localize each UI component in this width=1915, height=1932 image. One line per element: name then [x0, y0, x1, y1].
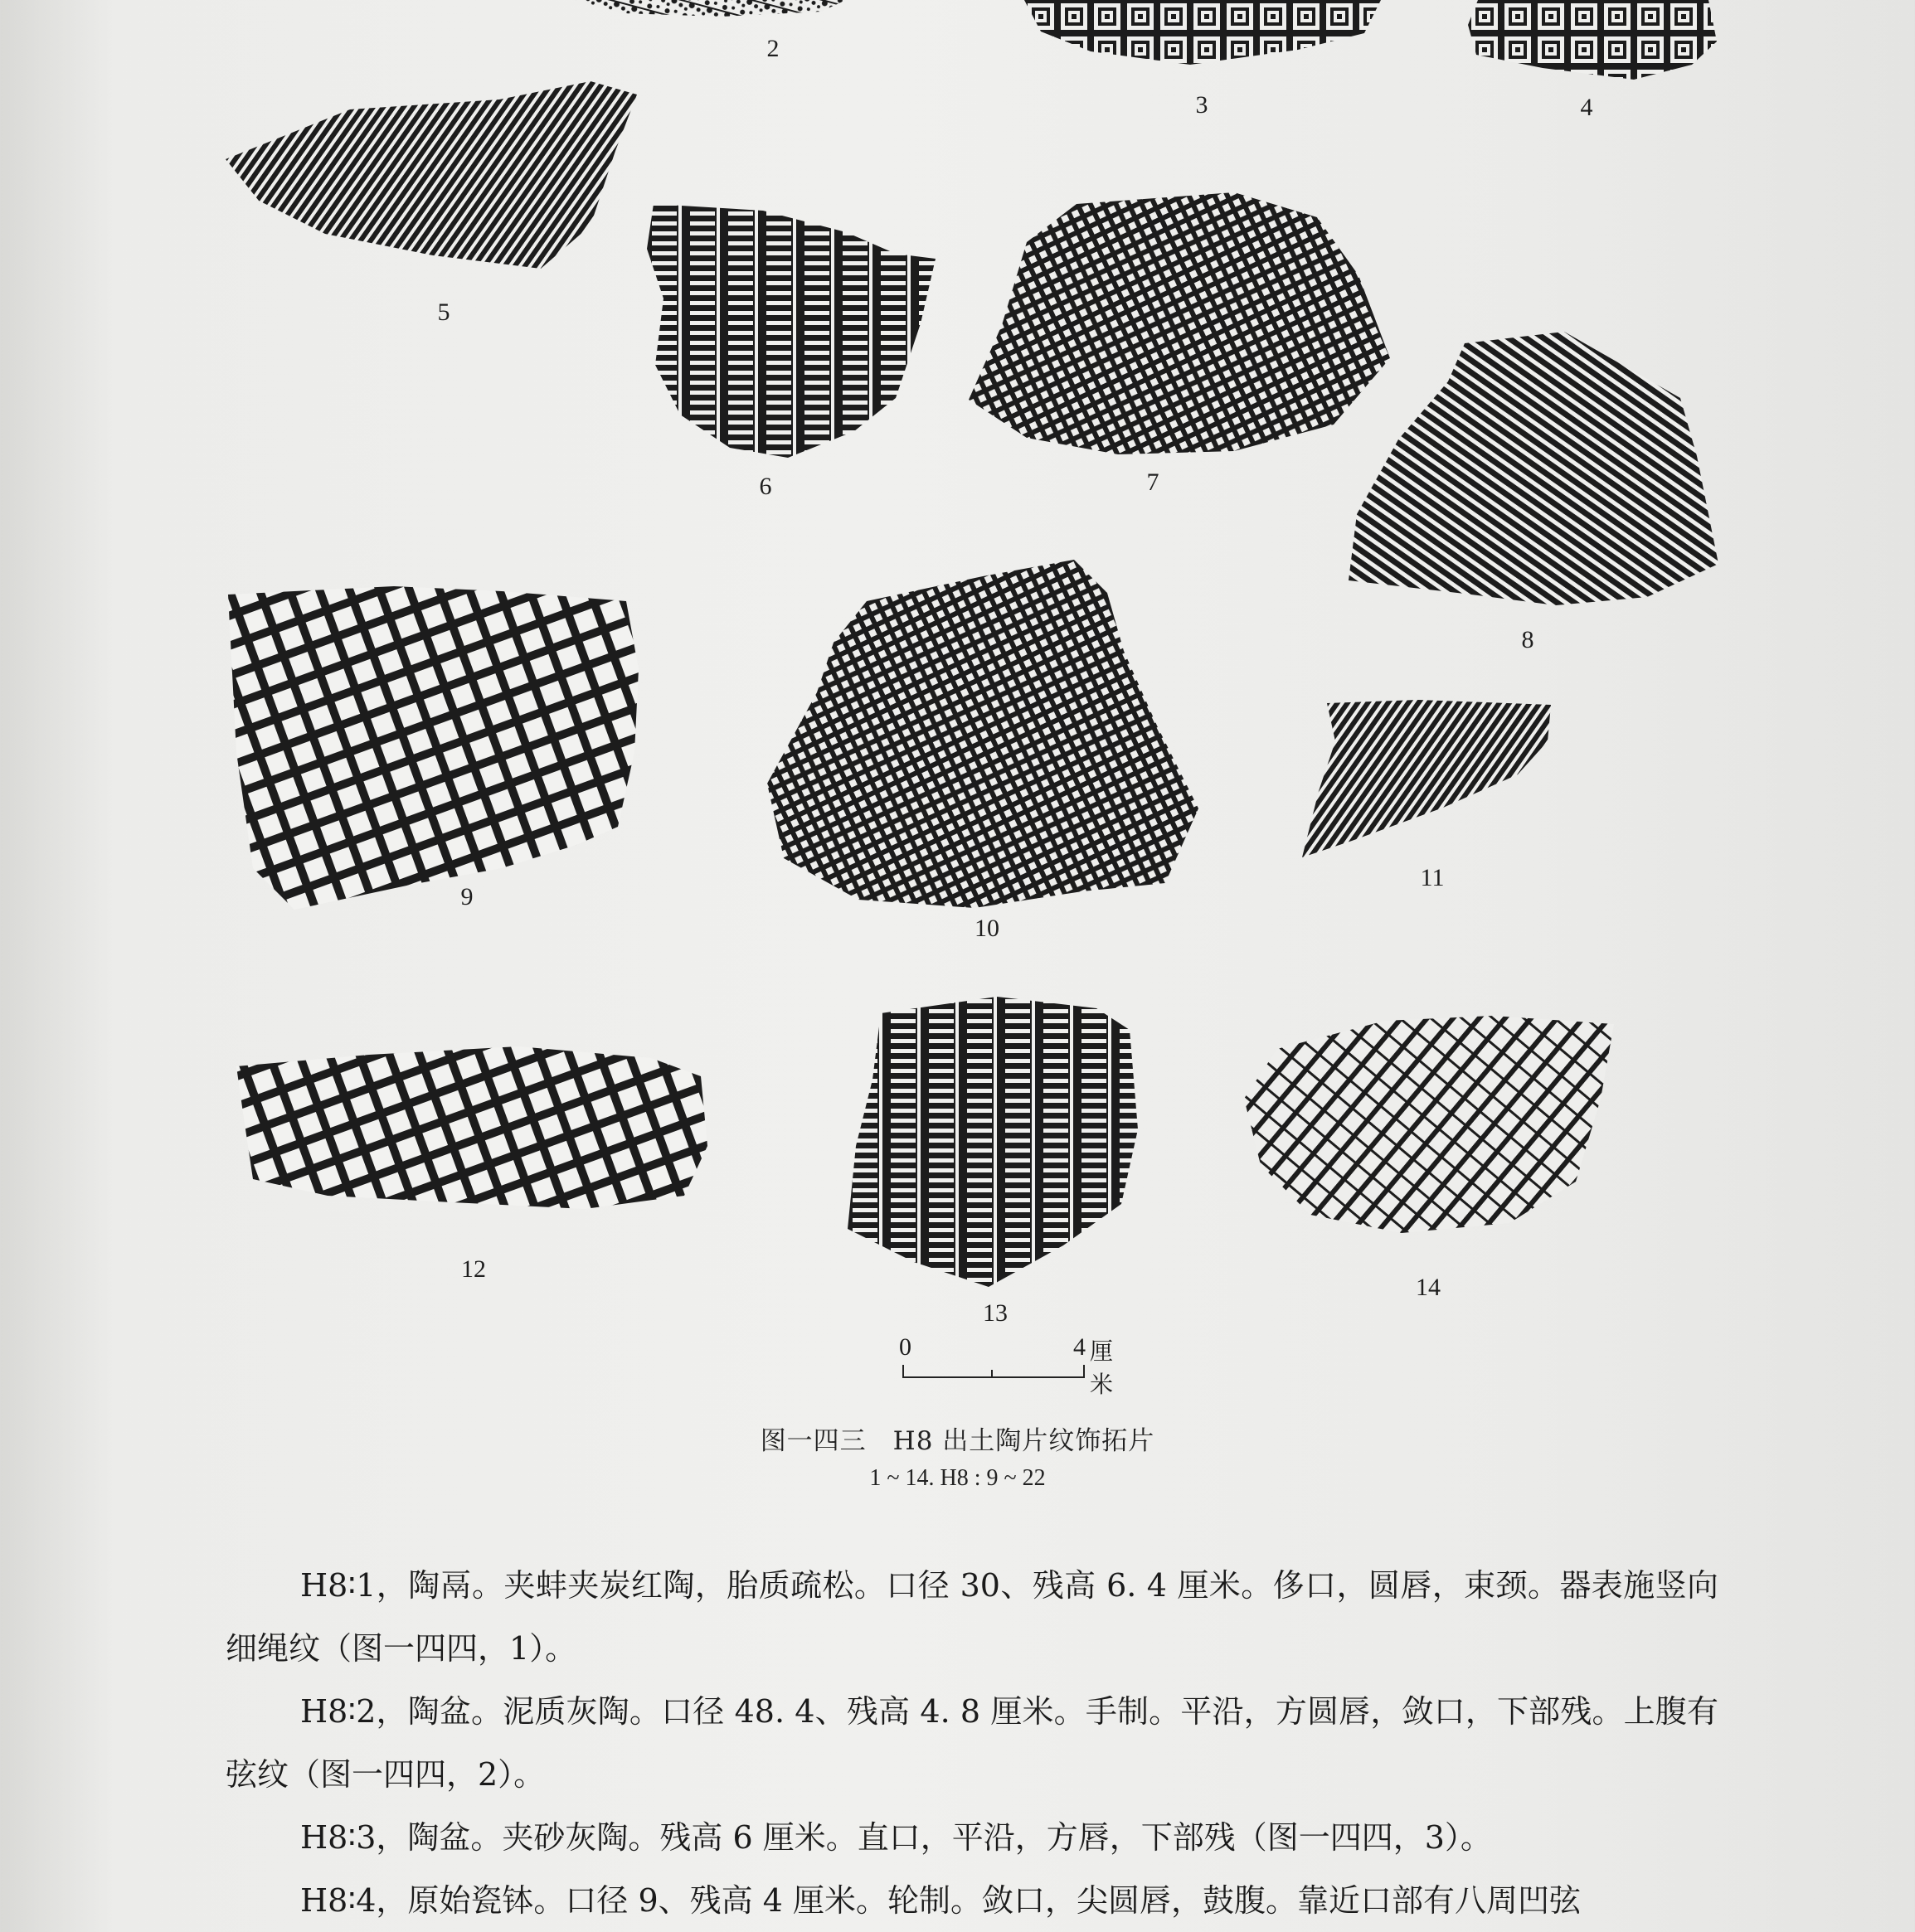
fragment-label-4: 4 — [1580, 94, 1593, 121]
paragraph-h8-1: H8∶1，陶鬲。夹蚌夹炭红陶，胎质疏松。口径 30、残高 6. 4 厘米。侈口，圆唇，束颈。器表施竖向细绳纹（图一四四，1）。 — [226, 1567, 1718, 1667]
fragment-label-11: 11 — [1420, 864, 1445, 891]
rubbing-fragment-2 — [572, 0, 846, 22]
rubbing-fragment-5 — [226, 76, 640, 275]
fragment-label-7: 7 — [1146, 468, 1159, 496]
fragment-label-9: 9 — [460, 883, 474, 910]
rubbing-fragment-6 — [647, 199, 937, 460]
rubbing-fragment-8 — [1349, 332, 1722, 614]
rubbing-fragment-3 — [1024, 0, 1381, 68]
fragment-label-5: 5 — [437, 299, 450, 326]
rubbing-fragment-11 — [1302, 700, 1555, 859]
paragraph-h8-2: H8∶2，陶盆。泥质灰陶。口径 48. 4、残高 4. 8 厘米。手制。平沿，方圆唇，敛口，下部残。上腹有弦纹（图一四四，2）。 — [226, 1693, 1718, 1793]
figure-caption: 图一四三 H8 出土陶片纹饰拓片 — [760, 1426, 1155, 1456]
paragraph-h8-3: H8∶3，陶盆。夹砂灰陶。残高 6 厘米。直口，平沿，方唇，下部残（图一四四，3）。 — [300, 1819, 1492, 1856]
fragment-label-3: 3 — [1195, 91, 1208, 119]
fragment-label-10: 10 — [975, 915, 999, 942]
scale-unit-label: 厘米 — [1090, 1337, 1114, 1398]
scale-end-label: 4 — [1073, 1333, 1086, 1361]
body-text — [226, 1554, 1718, 1932]
fragment-label-14: 14 — [1416, 1274, 1441, 1301]
paragraph-h8-4: H8∶4，原始瓷钵。口径 9、残高 4 厘米。轮制。敛口，尖圆唇，鼓腹。靠近口部有八周凹弦 — [300, 1882, 1581, 1919]
fragment-label-12: 12 — [461, 1255, 486, 1283]
scale-start-label: 0 — [899, 1333, 911, 1361]
scale-bar-line — [902, 1365, 1085, 1378]
figure-subcaption: 1 ~ 14. H8 : 9 ~ 22 — [869, 1465, 1046, 1491]
rubbing-fragment-10 — [767, 560, 1203, 908]
rubbing-fragment-14 — [1244, 1016, 1616, 1235]
rubbing-fragment-4 — [1468, 0, 1717, 81]
rubbing-fragment-7 — [969, 192, 1392, 458]
fragment-label-8: 8 — [1521, 626, 1534, 653]
fragment-label-13: 13 — [983, 1299, 1008, 1327]
scale-bar — [899, 1333, 1118, 1398]
rubbing-fragment-12 — [236, 1046, 709, 1212]
fragment-label-2: 2 — [766, 35, 780, 62]
fragment-label-6: 6 — [759, 473, 772, 500]
rubbing-fragment-13 — [848, 997, 1138, 1291]
scale-bar-midtick — [991, 1370, 993, 1376]
rubbing-fragment-9 — [228, 586, 643, 911]
